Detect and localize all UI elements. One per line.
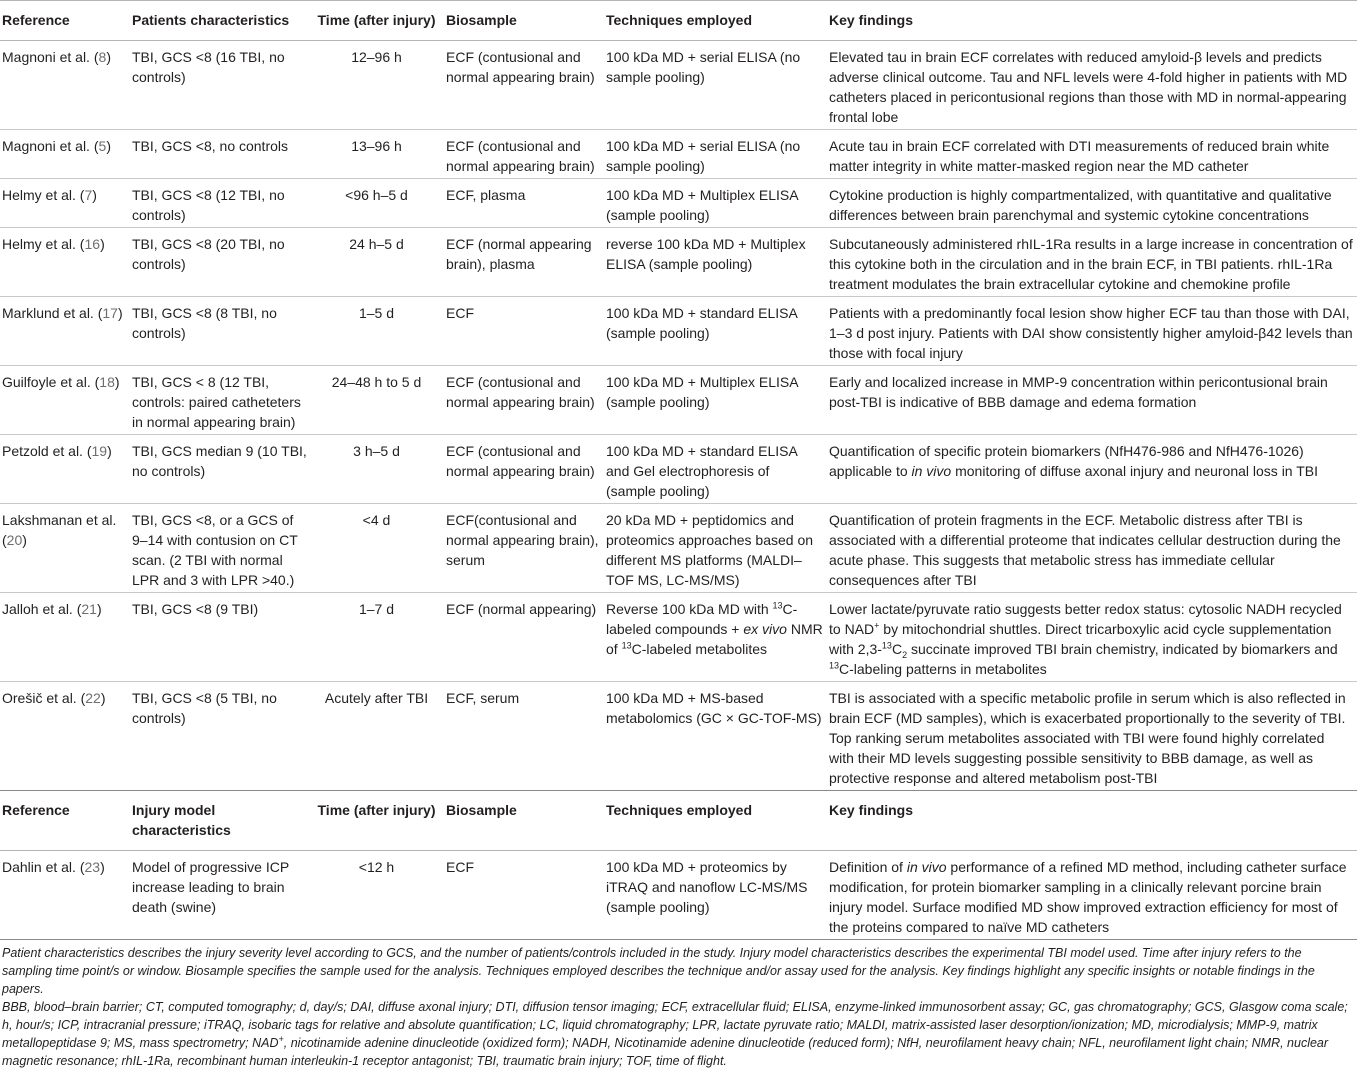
biosample-cell: ECF: [446, 859, 474, 875]
reference-author: Petzold et al.: [2, 443, 83, 459]
time-cell: <4 d: [362, 512, 391, 528]
column-header-characteristics: Patients characteristics: [132, 12, 290, 28]
reference-cell: Orešič et al. (22): [2, 690, 106, 706]
reference-number: 18: [99, 374, 115, 390]
time-cell: 24–48 h to 5 d: [331, 374, 422, 390]
findings-text: C-labeling patterns in metabolites: [839, 661, 1047, 677]
findings-cell: Subcutaneously administered rhIL-1Ra results in a large increase in concentration of this cytokine both in the circulation and in the brain ECF, in TBI patients. rhIL-1Ra treatment modulates the brain extracellular cytokine and chemokine profile: [829, 236, 1353, 292]
findings-cell: Early and localized increase in MMP-9 concentration within pericontusional brain post-TBI is indicative of BBB damage and edema formation: [829, 374, 1328, 410]
reference-author: Helmy et al.: [2, 236, 76, 252]
table-row: [0, 130, 1357, 179]
techniques-cell: 100 kDa MD + serial ELISA (no sample pooling): [606, 138, 801, 174]
superscript: 13: [881, 640, 892, 651]
column-header-techniques: Techniques employed: [606, 802, 752, 818]
reference-cell: Guilfoyle et al. (18): [2, 374, 120, 390]
findings-cell: [827, 593, 1357, 682]
biosample-cell: ECF (normal appearing): [446, 601, 597, 617]
superscript: 13: [772, 600, 783, 611]
column-header-characteristics: Injury model characteristics: [132, 802, 231, 838]
techniques-cell: 100 kDa MD + standard ELISA and Gel electrophoresis of (sample pooling): [606, 443, 798, 499]
reference-cell: Lakshmanan et al. (20): [2, 512, 117, 548]
techniques-cell: 100 kDa MD + serial ELISA (no sample pooling): [606, 49, 801, 85]
findings-cell: [827, 435, 1357, 504]
reference-number: 19: [91, 443, 108, 459]
superscript: 13: [829, 660, 840, 671]
characteristics-cell: TBI, GCS <8 (16 TBI, no controls): [132, 49, 285, 85]
characteristics-cell: TBI, GCS <8 (8 TBI, no controls): [132, 305, 277, 341]
table-row: [0, 228, 1357, 297]
biosample-cell: ECF, serum: [446, 690, 520, 706]
reference-cell: Magnoni et al. (8): [2, 49, 111, 65]
reference-author: Lakshmanan et al.: [2, 512, 117, 528]
techniques-italic: ex vivo: [743, 621, 787, 637]
biosample-cell: ECF (contusional and normal appearing brain): [446, 374, 595, 410]
reference-number: 23: [84, 859, 101, 875]
findings-text: performance of a refined MD method, including catheter surface modification, for protein biomarker sampling in a clinically relevant porcine brain injury model. Surface modified MD show improved extraction efficiency for most of the proteins compared to naïve MD catheters: [829, 859, 1347, 935]
reference-number: 5: [98, 138, 107, 154]
reference-author: Magnoni et al.: [2, 138, 90, 154]
reference-number: 22: [85, 690, 101, 706]
reference-cell: Helmy et al. (7): [2, 187, 97, 203]
biosample-cell: ECF (normal appearing brain), plasma: [446, 236, 592, 272]
reference-cell: Jalloh et al. (21): [2, 601, 102, 617]
abbreviations-text: , nicotinamide adenine dinucleotide (oxidized form); NADH, Nicotinamide adenine dinucleotide (reduced form); NfH, neurofilament heavy chain; NFL, neurofilament light chain; NMR, nuclear magnetic resonance; rhIL-1Ra, recombinant human interleukin-1 receptor antagonist; TBI, traumatic brain injury; TOF, time of flight.: [2, 1036, 1329, 1068]
characteristics-cell: Model of progressive ICP increase leading to brain death (swine): [132, 859, 289, 915]
time-cell: 3 h–5 d: [353, 443, 400, 459]
findings-cell: Quantification of protein fragments in the ECF. Metabolic distress after TBI is associated with a differential proteome that indicates cellular destruction during the acute phase. This suggests that metabolic stress has immediate cellular consequences after TBI: [829, 512, 1341, 588]
footnote-description: Patient characteristics describes the injury severity level according to GCS, and the number of patients/controls included in the study. Injury model characteristics describes the experimental TBI model used. Time after injury refers to the sampling time point/s or window. Biosample specifies the sample used for the analysis. Techniques employed describes the technique and/or assay used for the analysis. Key findings highlight any specific insights or notable findings in the papers.: [2, 946, 1315, 996]
reference-cell: Dahlin et al. (23): [2, 859, 105, 875]
reference-author: Dahlin et al.: [2, 859, 76, 875]
biosample-cell: ECF (contusional and normal appearing brain): [446, 138, 595, 174]
column-header-time: Time (after injury): [317, 12, 436, 28]
techniques-cell: 20 kDa MD + peptidomics and proteomics approaches based on different MS platforms (MALDI–TOF MS, LC-MS/MS): [606, 512, 814, 588]
reference-cell: Magnoni et al. (5): [2, 138, 111, 154]
superscript: +: [278, 1033, 284, 1044]
characteristics-cell: TBI, GCS <8 (9 TBI): [132, 601, 259, 617]
table-row: [0, 682, 1357, 791]
reference-author: Orešič et al.: [2, 690, 77, 706]
table-header-row: [0, 1, 1357, 41]
findings-text: Lower lactate/pyruvate ratio suggests better redox status: cytosolic NADH recycled to NAD: [829, 601, 1342, 637]
column-header-techniques: Techniques employed: [606, 12, 752, 28]
reference-cell: Marklund et al. (17): [2, 305, 123, 321]
techniques-cell: 100 kDa MD + Multiplex ELISA (sample pooling): [606, 374, 798, 410]
column-header-biosample: Biosample: [446, 12, 517, 28]
column-header-reference: Reference: [2, 12, 70, 28]
abbreviations-text: BBB, blood–brain barrier; CT, computed tomography; d, day/s; DAI, diffuse axonal injury; DTI, diffusion tensor imaging; ECF, extracellular fluid; ELISA, enzyme-linked immunosorbent assay; GC, gas chromatography; GCS, Glasgow coma scale; h, hour/s; ICP, intracranial pressure; iTRAQ, isobaric tags for relative and absolute quantification; LC, liquid chromatography; LPR, lactate pyruvate ratio; MALDI, matrix-assisted laser desorption/ionization; MD, microdialysis; MMP-9, matrix metallopeptidase 9; MS, mass spectrometry; NAD: [2, 1000, 1348, 1050]
column-header-findings: Key findings: [829, 12, 914, 28]
findings-text: Definition of: [829, 859, 907, 875]
table-row: [0, 504, 1357, 593]
techniques-cell: 100 kDa MD + Multiplex ELISA (sample pooling): [606, 187, 798, 223]
reference-number: 20: [6, 532, 23, 548]
findings-cell: [827, 851, 1357, 940]
characteristics-cell: TBI, GCS < 8 (12 TBI, controls: paired catheteters in normal appearing brain): [132, 374, 301, 430]
reference-number: 7: [84, 187, 93, 203]
findings-cell: Cytokine production is highly compartmentalized, with quantitative and qualitative differences between brain parenchymal and systemic cytokine concentrations: [829, 187, 1332, 223]
column-header-findings: Key findings: [829, 802, 914, 818]
characteristics-cell: TBI, GCS median 9 (10 TBI, no controls): [132, 443, 307, 479]
footnote-abbreviations: [2, 998, 1355, 1070]
table-row: [0, 435, 1357, 504]
column-header-reference: Reference: [2, 802, 70, 818]
table-header-row-animal: [0, 791, 1357, 851]
reference-author: Guilfoyle et al.: [2, 374, 91, 390]
biosample-cell: ECF(contusional and normal appearing brain), serum: [446, 512, 599, 568]
reference-number: 8: [98, 49, 107, 65]
table-row: [0, 593, 1357, 682]
time-cell: <96 h–5 d: [345, 187, 408, 203]
table-row: [0, 366, 1357, 435]
techniques-cell: [604, 593, 827, 682]
techniques-cell: 100 kDa MD + MS-based metabolomics (GC × GC-TOF-MS): [606, 690, 822, 726]
biosample-cell: ECF, plasma: [446, 187, 526, 203]
findings-text: Quantification of specific protein biomarkers (NfH476-986 and NfH476-1026) applicable to: [829, 443, 1304, 479]
table-row: [0, 41, 1357, 130]
techniques-cell: 100 kDa MD + standard ELISA (sample pooling): [606, 305, 798, 341]
time-cell: 13–96 h: [351, 138, 402, 154]
techniques-text: C-labeled compounds +: [606, 601, 798, 637]
reference-number: 21: [81, 601, 97, 617]
characteristics-cell: TBI, GCS <8 (5 TBI, no controls): [132, 690, 277, 726]
techniques-text: C-labeled metabolites: [631, 641, 767, 657]
techniques-cell: 100 kDa MD + proteomics by iTRAQ and nanoflow LC-MS/MS (sample pooling): [606, 859, 808, 915]
time-cell: 1–5 d: [358, 305, 395, 321]
characteristics-cell: TBI, GCS <8 (20 TBI, no controls): [132, 236, 285, 272]
table-row: [0, 179, 1357, 228]
findings-cell: Patients with a predominantly focal lesion show higher ECF tau than those with DAI, 1–3 d post injury. Patients with DAI show consistently higher amyloid-β42 levels than those with focal injury: [829, 305, 1353, 361]
superscript: +: [874, 620, 880, 631]
reference-author: Jalloh et al.: [2, 601, 73, 617]
subscript: 2: [902, 649, 908, 660]
characteristics-cell: TBI, GCS <8, or a GCS of 9–14 with contusion on CT scan. (2 TBI with normal LPR and 3 with LPR >40.): [132, 512, 298, 588]
table-row: [0, 851, 1357, 940]
characteristics-cell: TBI, GCS <8, no controls: [132, 138, 289, 154]
findings-text: succinate improved TBI brain chemistry, indicated by biomarkers and: [907, 641, 1338, 657]
biosample-cell: ECF (contusional and normal appearing brain): [446, 49, 595, 85]
findings-cell: Acute tau in brain ECF correlated with DTI measurements of reduced brain white matter integrity in white matter-masked region near the MD catheter: [829, 138, 1330, 174]
superscript: 13: [621, 640, 632, 651]
biosample-cell: ECF: [446, 305, 474, 321]
reference-author: Magnoni et al.: [2, 49, 90, 65]
reference-author: Helmy et al.: [2, 187, 76, 203]
time-cell: Acutely after TBI: [324, 690, 429, 706]
table-row: [0, 297, 1357, 366]
reference-author: Marklund et al.: [2, 305, 94, 321]
characteristics-cell: TBI, GCS <8 (12 TBI, no controls): [132, 187, 285, 223]
techniques-text: Reverse 100 kDa MD with: [606, 601, 773, 617]
table-footnotes: [0, 940, 1357, 1070]
reference-cell: Petzold et al. (19): [2, 443, 112, 459]
techniques-text: NMR of: [606, 621, 823, 657]
reference-cell: Helmy et al. (16): [2, 236, 105, 252]
findings-italic: in vivo: [906, 859, 947, 875]
time-cell: <12 h: [358, 859, 395, 875]
column-header-biosample: Biosample: [446, 802, 517, 818]
findings-italic: in vivo: [911, 463, 952, 479]
findings-text: C: [891, 641, 903, 657]
column-header-time: Time (after injury): [317, 802, 436, 818]
time-cell: 1–7 d: [358, 601, 395, 617]
findings-cell: Elevated tau in brain ECF correlates with reduced amyloid-β levels and predicts adverse clinical outcome. Tau and NFL levels were 4-fold higher in patients with MD catheters placed in pericontusional regions than those with MD in normal-appearing frontal lobe: [829, 49, 1348, 125]
reference-number: 16: [84, 236, 101, 252]
findings-text: by mitochondrial shuttles. Direct tricarboxylic acid cycle supplementation with 2,3-: [829, 621, 1332, 657]
biosample-cell: ECF (contusional and normal appearing brain): [446, 443, 595, 479]
techniques-cell: reverse 100 kDa MD + Multiplex ELISA (sample pooling): [606, 236, 806, 272]
time-cell: 12–96 h: [351, 49, 402, 65]
time-cell: 24 h–5 d: [349, 236, 404, 252]
findings-text: monitoring of diffuse axonal injury and neuronal loss in TBI: [951, 463, 1319, 479]
findings-cell: TBI is associated with a specific metabolic profile in serum which is also reflected in brain ECF (MD samples), which is exacerbated proportionally to the severity of TBI. Top ranking serum metabolites associated with TBI were found highly correlated with their MD levels suggesting possible sensitivity to BBB damage, as well as protective response and altered metabolism post-TBI: [829, 690, 1346, 786]
reference-number: 17: [102, 305, 118, 321]
